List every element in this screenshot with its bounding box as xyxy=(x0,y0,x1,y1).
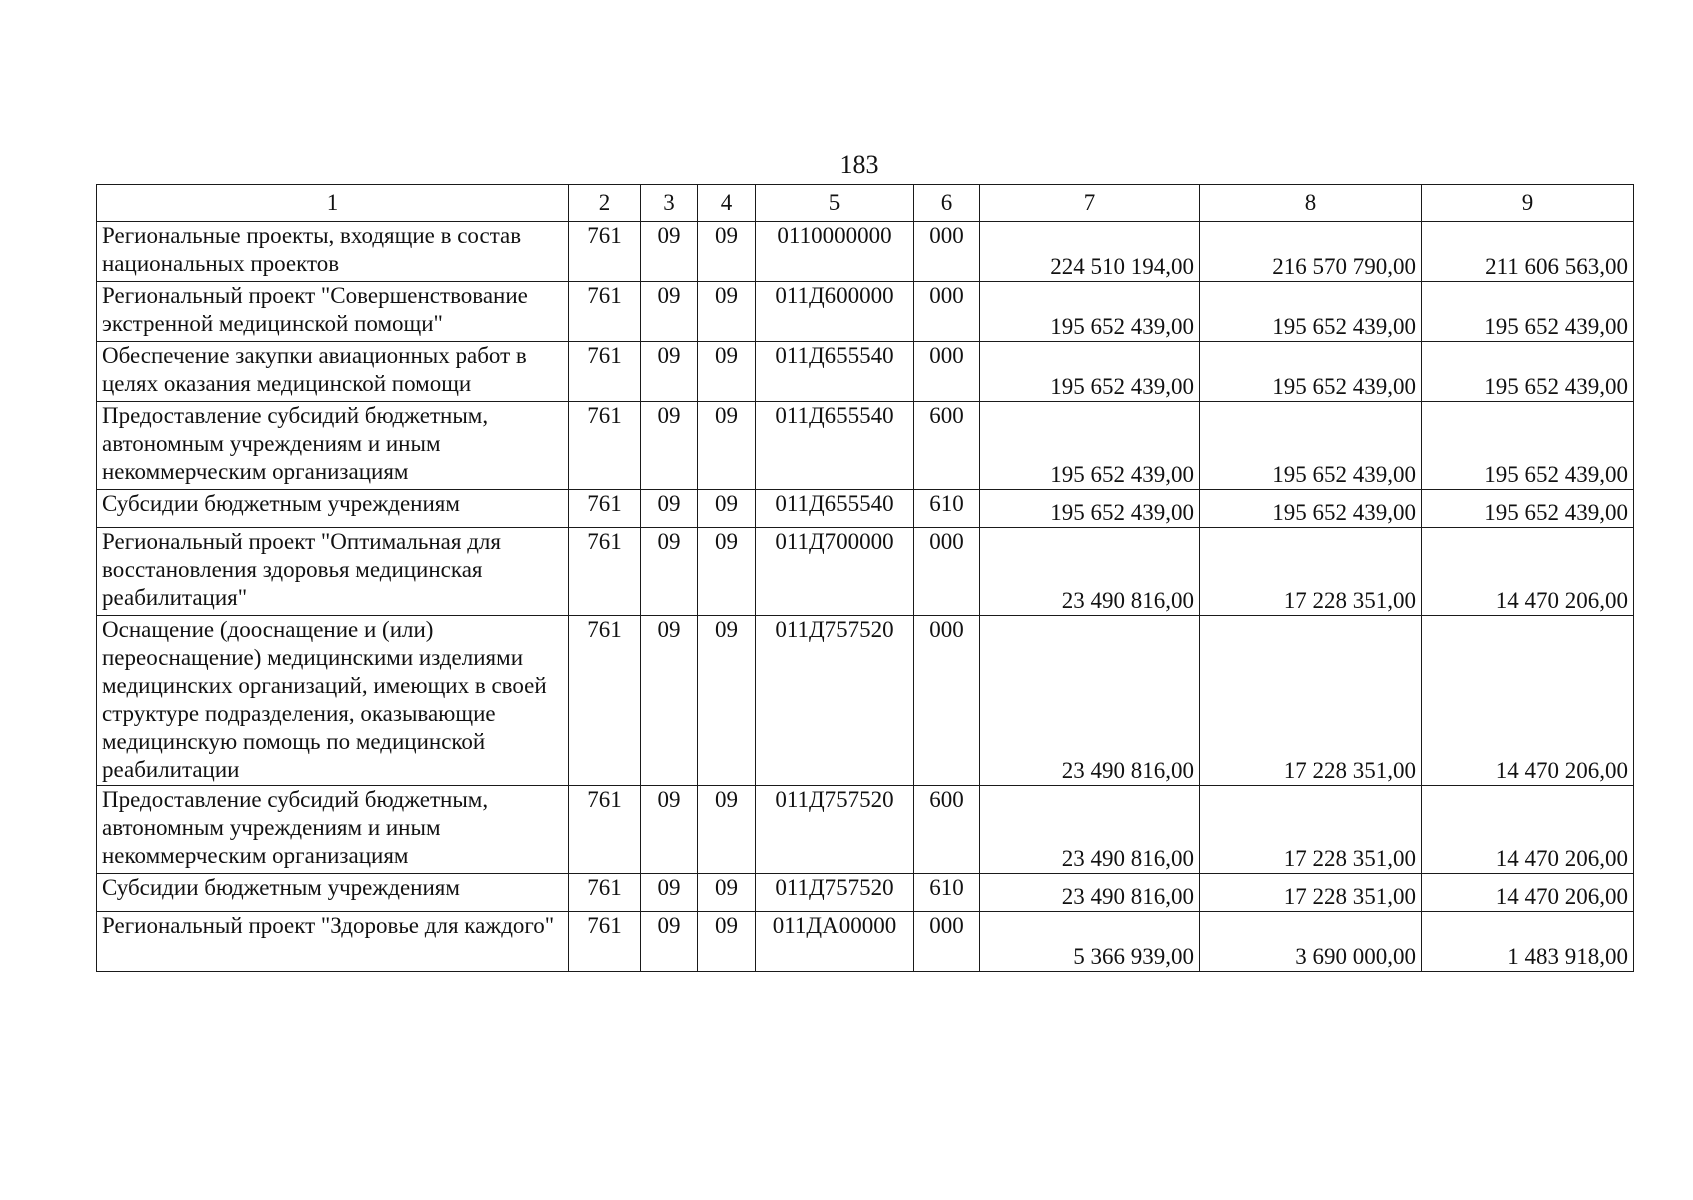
table-row xyxy=(97,528,1634,616)
table-row xyxy=(97,282,1634,342)
amount-col-7: 195 652 439,00 xyxy=(980,402,1200,490)
col-2: 761 xyxy=(569,528,641,616)
amount-col-9: 14 470 206,00 xyxy=(1422,616,1634,786)
col-5: 011Д757520 xyxy=(756,616,914,786)
column-header-1: 1 xyxy=(97,185,569,222)
amount-col-8: 17 228 351,00 xyxy=(1200,616,1422,786)
amount-col-7: 23 490 816,00 xyxy=(980,616,1200,786)
table-row xyxy=(97,912,1634,972)
col-2: 761 xyxy=(569,490,641,528)
row-name: Региональный проект "Совершенствование экстренной медицинской помощи" xyxy=(97,282,569,342)
col-3: 09 xyxy=(641,342,698,402)
row-name: Региональные проекты, входящие в состав национальных проектов xyxy=(97,222,569,282)
col-4: 09 xyxy=(698,528,756,616)
amount-col-9: 195 652 439,00 xyxy=(1422,342,1634,402)
col-5: 011Д700000 xyxy=(756,528,914,616)
col-5: 011Д600000 xyxy=(756,282,914,342)
column-header-8: 8 xyxy=(1200,185,1422,222)
col-6: 000 xyxy=(914,222,980,282)
col-3: 09 xyxy=(641,874,698,912)
col-3: 09 xyxy=(641,402,698,490)
col-6: 000 xyxy=(914,616,980,786)
col-6: 600 xyxy=(914,402,980,490)
amount-col-8: 195 652 439,00 xyxy=(1200,490,1422,528)
row-name: Субсидии бюджетным учреждениям xyxy=(97,490,569,528)
col-5: 011Д655540 xyxy=(756,402,914,490)
col-6: 000 xyxy=(914,912,980,972)
column-header-5: 5 xyxy=(756,185,914,222)
row-name: Субсидии бюджетным учреждениям xyxy=(97,874,569,912)
col-5: 011Д655540 xyxy=(756,342,914,402)
table-row xyxy=(97,490,1634,528)
col-4: 09 xyxy=(698,222,756,282)
amount-col-8: 3 690 000,00 xyxy=(1200,912,1422,972)
amount-col-9: 195 652 439,00 xyxy=(1422,282,1634,342)
col-2: 761 xyxy=(569,222,641,282)
table-row xyxy=(97,874,1634,912)
col-2: 761 xyxy=(569,912,641,972)
col-3: 09 xyxy=(641,912,698,972)
col-6: 610 xyxy=(914,490,980,528)
col-5: 011Д655540 xyxy=(756,490,914,528)
col-6: 000 xyxy=(914,342,980,402)
col-4: 09 xyxy=(698,282,756,342)
amount-col-9: 1 483 918,00 xyxy=(1422,912,1634,972)
col-2: 761 xyxy=(569,282,641,342)
col-2: 761 xyxy=(569,616,641,786)
table-row xyxy=(97,222,1634,282)
row-name: Региональный проект "Оптимальная для восстановления здоровья медицинская реабилитация" xyxy=(97,528,569,616)
amount-col-7: 195 652 439,00 xyxy=(980,342,1200,402)
col-4: 09 xyxy=(698,402,756,490)
col-4: 09 xyxy=(698,616,756,786)
col-4: 09 xyxy=(698,912,756,972)
col-3: 09 xyxy=(641,786,698,874)
col-5: 011Д757520 xyxy=(756,874,914,912)
col-3: 09 xyxy=(641,282,698,342)
col-5: 0110000000 xyxy=(756,222,914,282)
budget-table xyxy=(96,184,1634,972)
column-header-6: 6 xyxy=(914,185,980,222)
amount-col-7: 5 366 939,00 xyxy=(980,912,1200,972)
col-3: 09 xyxy=(641,222,698,282)
table-row xyxy=(97,402,1634,490)
amount-col-9: 195 652 439,00 xyxy=(1422,490,1634,528)
col-2: 761 xyxy=(569,402,641,490)
amount-col-9: 195 652 439,00 xyxy=(1422,402,1634,490)
amount-col-7: 224 510 194,00 xyxy=(980,222,1200,282)
amount-col-9: 14 470 206,00 xyxy=(1422,528,1634,616)
col-3: 09 xyxy=(641,490,698,528)
col-5: 011ДА00000 xyxy=(756,912,914,972)
col-4: 09 xyxy=(698,490,756,528)
col-6: 000 xyxy=(914,282,980,342)
row-name: Обеспечение закупки авиационных работ в целях оказания медицинской помощи xyxy=(97,342,569,402)
table-row xyxy=(97,616,1634,786)
header-row xyxy=(97,185,1634,222)
col-6: 000 xyxy=(914,528,980,616)
amount-col-7: 23 490 816,00 xyxy=(980,874,1200,912)
col-5: 011Д757520 xyxy=(756,786,914,874)
row-name: Региональный проект "Здоровье для каждого" xyxy=(97,912,569,972)
amount-col-8: 17 228 351,00 xyxy=(1200,786,1422,874)
amount-col-8: 17 228 351,00 xyxy=(1200,528,1422,616)
amount-col-8: 17 228 351,00 xyxy=(1200,874,1422,912)
row-name: Предоставление субсидий бюджетным, автономным учреждениям и иным некоммерческим организациям xyxy=(97,402,569,490)
col-3: 09 xyxy=(641,616,698,786)
col-2: 761 xyxy=(569,342,641,402)
col-2: 761 xyxy=(569,786,641,874)
amount-col-8: 195 652 439,00 xyxy=(1200,282,1422,342)
table-header xyxy=(97,185,1634,222)
amount-col-9: 14 470 206,00 xyxy=(1422,786,1634,874)
col-4: 09 xyxy=(698,786,756,874)
col-2: 761 xyxy=(569,874,641,912)
amount-col-9: 14 470 206,00 xyxy=(1422,874,1634,912)
col-6: 600 xyxy=(914,786,980,874)
amount-col-7: 23 490 816,00 xyxy=(980,786,1200,874)
amount-col-8: 195 652 439,00 xyxy=(1200,402,1422,490)
page-number: 183 xyxy=(839,150,879,179)
row-name: Оснащение (дооснащение и (или) переоснащение) медицинскими изделиями медицинских организаций, имеющих в своей структуре подразделения, оказывающие медицинскую помощь по медицинской реабилитации xyxy=(97,616,569,786)
col-6: 610 xyxy=(914,874,980,912)
amount-col-7: 23 490 816,00 xyxy=(980,528,1200,616)
table-body xyxy=(97,222,1634,972)
column-header-3: 3 xyxy=(641,185,698,222)
column-header-4: 4 xyxy=(698,185,756,222)
amount-col-7: 195 652 439,00 xyxy=(980,490,1200,528)
table-row xyxy=(97,786,1634,874)
amount-col-9: 211 606 563,00 xyxy=(1422,222,1634,282)
column-header-2: 2 xyxy=(569,185,641,222)
column-header-9: 9 xyxy=(1422,185,1634,222)
row-name: Предоставление субсидий бюджетным, автономным учреждениям и иным некоммерческим организациям xyxy=(97,786,569,874)
col-4: 09 xyxy=(698,874,756,912)
amount-col-8: 195 652 439,00 xyxy=(1200,342,1422,402)
table-row xyxy=(97,342,1634,402)
amount-col-7: 195 652 439,00 xyxy=(980,282,1200,342)
column-header-7: 7 xyxy=(980,185,1200,222)
col-3: 09 xyxy=(641,528,698,616)
amount-col-8: 216 570 790,00 xyxy=(1200,222,1422,282)
col-4: 09 xyxy=(698,342,756,402)
